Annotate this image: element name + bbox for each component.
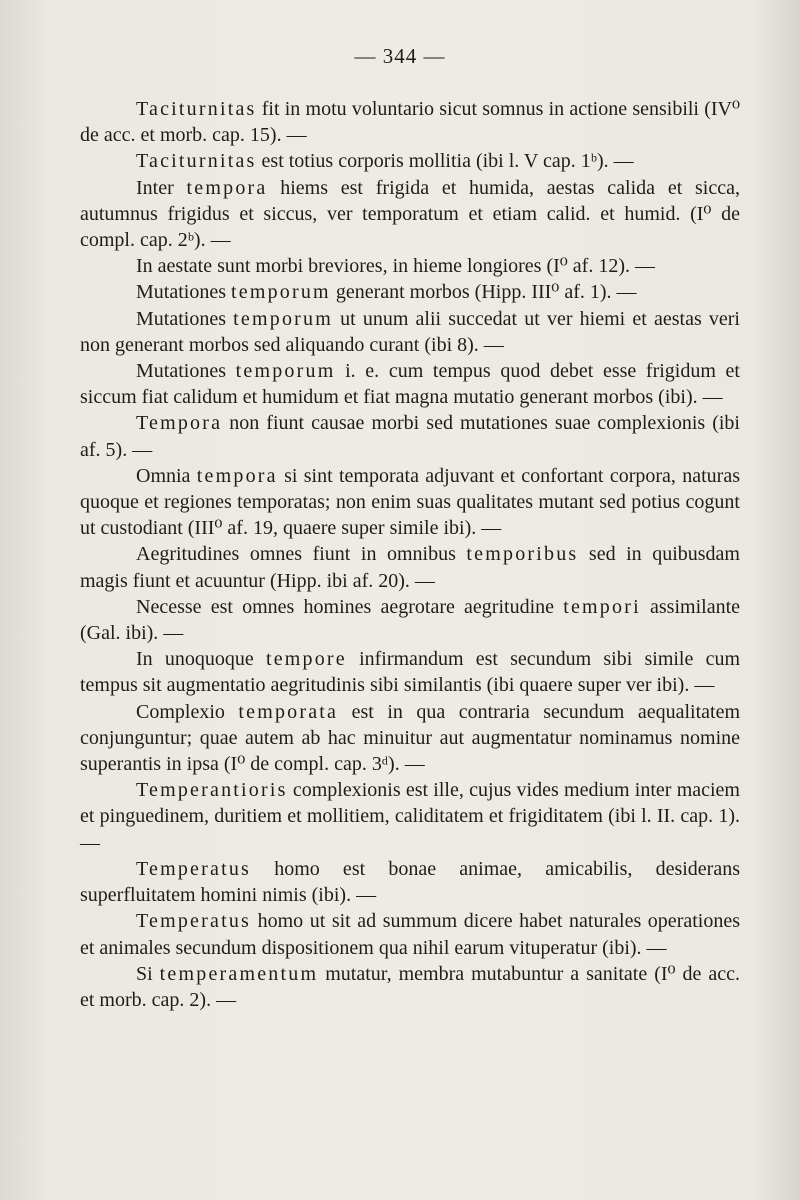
entry: Mutationes temporum generant morbos (Hipp. III⁰ af. 1). — (136, 281, 637, 304)
keyword: Tempora (136, 412, 223, 435)
entry: Taciturnitas est totius corporis mollitia (ibi l. V cap. 1ᵇ). — (136, 150, 634, 173)
keyword: temporibus (466, 543, 579, 566)
entry: Inter tempora hiems est frigida et humida, aestas calida et sicca, autumnus frigidus et siccus, ver temporatum et etiam calid. et humid. (I⁰ de compl. cap. 2ᵇ). — (80, 176, 740, 252)
keyword: tempora (196, 464, 278, 487)
keyword: tempore (265, 648, 347, 671)
entry: Necesse est omnes homines aegrotare aegritudine tempori assimilante (Gal. ibi). — (80, 595, 740, 645)
page-number: — 344 — (354, 44, 446, 68)
text-body (80, 96, 740, 1013)
keyword: tempori (563, 595, 641, 618)
keyword: temporata (238, 700, 339, 723)
entry: Mutationes temporum ut unum alii succedat ut ver hiemi et aestas veri non generant morbos sed aliquando curant (ibi 8). — (80, 307, 740, 356)
entry: Temperatus homo est bonae animae, amicabilis, desiderans superfluitatem homini nimis (ibi). — (80, 857, 740, 907)
keyword: temporum (235, 360, 336, 383)
keyword: temporum (231, 281, 331, 304)
entry: Tempora non fiunt causae morbi sed mutationes suae complexionis (ibi af. 5). — (80, 412, 740, 461)
keyword: temperamentum (159, 962, 319, 985)
keyword: temporum (233, 307, 333, 330)
entry: Omnia tempora si sint temporata adjuvant et confortant corpora, naturas quoque et regiones temporatas; non enim suas qualitates mutant sed potius cogunt ut custodiant (III⁰ af. 19, quaere super simile ibi). — (80, 464, 740, 540)
entry: Aegritudines omnes fiunt in omnibus temporibus sed in quibusdam magis fiunt et acuuntur (Hipp. ibi af. 20). — (80, 543, 740, 592)
keyword: Taciturnitas (136, 98, 257, 120)
entry: Mutationes temporum i. e. cum tempus quod debet esse frigidum et siccum fiat calidum et humidum et fiat magna mutatio generant morbos (ibi). — (80, 360, 740, 409)
keyword: Taciturnitas (136, 150, 257, 173)
keyword: Temperatus (136, 910, 252, 933)
keyword: Temperantioris (136, 779, 288, 802)
entry: Si temperamentum mutatur, membra mutabuntur a sanitate (I⁰ de acc. et morb. cap. 2). — (80, 962, 741, 1011)
entry: In unoquoque tempore infirmandum est secundum sibi simile cum tempus sit augmentatio aegritudinis sibi similantis (ibi quaere super ver ibi). — (80, 648, 740, 697)
entry: Temperantioris complexionis est ille, cujus vides medium inter maciem et pinguedinem, duritiem et mollitiem, caliditatem et frigiditatem (ibi l. II. cap. 1). — (80, 779, 740, 854)
entry: Complexio temporata est in qua contraria secundum aequalitatem conjunguntur; quae autem ab hac minuitur aut augmentatur nominamus nomine superantis in ipsa (I⁰ de compl. cap. 3ᵈ). — (80, 700, 740, 776)
entry: Temperatus homo ut sit ad summum dicere habet naturales operationes et animales secundum dispositionem qua nihil earum vituperatur (ibi). — (80, 910, 740, 959)
keyword: tempora (186, 176, 268, 199)
entry: Taciturnitas fit in motu voluntario sicut somnus in actione sensibili (IV⁰ de acc. et morb. cap. 15). — (80, 98, 740, 147)
keyword: Temperatus (136, 857, 252, 880)
entry: In aestate sunt morbi breviores, in hieme longiores (I⁰ af. 12). — (136, 255, 655, 278)
